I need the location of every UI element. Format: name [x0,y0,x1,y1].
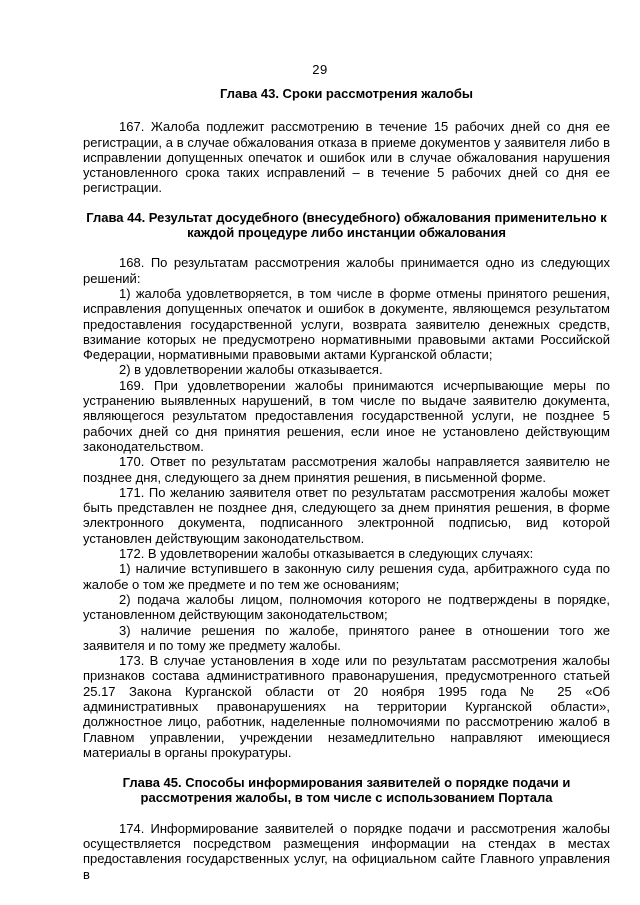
paragraph-172-item-3: 3) наличие решения по жалобе, принятого ранее в отношении того же заявителя и по тому же предмету жалобы. [83,622,610,653]
paragraph-171: 171. По желанию заявителя ответ по результатам рассмотрения жалобы может быть представлен не позднее дня, следующего за днем принятия решения, в форме электронного документа, подписанного электронной подписью, вид которой установлен действующим законодательством. [83,484,610,546]
paragraph-168-item-1: 1) жалоба удовлетворяется, в том числе в форме отмены принятого решения, исправления допущенных опечаток и ошибок в документе, являющемся результатом предоставления государственной услуги, возврата заявителю денежных средств, взимание которых не предусмотрено нормативными правовыми актами Российской Федерации, нормативными правовыми актами Курганской области; [83,285,610,363]
chapter-43-heading [83,86,610,101]
chapter-44-heading [83,210,610,241]
page-number: 29 [312,62,328,77]
spacer [83,760,610,775]
chapter-45-title-line-1: Глава 45. Способы информирования заявителей о порядке подачи и [122,775,571,791]
paragraph-174: 174. Информирование заявителей о порядке подачи и рассмотрения жалобы осуществляется посредством размещения информации на стендах в местах предоставления государственных услуг, на официальном сайте Главного управления в [83,820,610,882]
chapter-45-heading [83,775,610,806]
chapter-43-title: Глава 43. Сроки рассмотрения жалобы [220,86,473,101]
chapter-44-title-line-2: каждой процедуре либо инстанции обжалования [187,225,506,241]
paragraph-169: 169. При удовлетворении жалобы принимаются исчерпывающие меры по устранению выявленных нарушений, в том числе по выдаче заявителю документа, являющегося результатом предоставления государственной услуги, не позднее 5 рабочих дней со дня принятия решения, если иное не установлено действующим законодательством. [83,377,610,454]
paragraph-168-item-2: 2) в удовлетворении жалобы отказывается. [119,362,383,378]
paragraph-172-item-2: 2) подача жалобы лицом, полномочия которого не подтверждены в порядке, установленном действующим законодательством; [83,591,610,623]
spacer [83,240,610,255]
paragraph-172: 172. В удовлетворении жалобы отказывается в следующих случаях: [119,546,534,562]
paragraph-173: 173. В случае установления в ходе или по результатам рассмотрения жалобы признаков состава административного правонарушения, предусмотренного статьей 25.17 Закона Курганской области от 20 ноября 1995 года № 25 «Об административных правонарушениях на территории Курганской области», должностное лицо, работник, наделенные полномочиями по рассмотрению жалоб в Главном управлении, учреждении незамедлительно направляют имеющиеся материалы в органы прокуратуры. [83,653,610,760]
paragraph-172-item-1: 1) наличие вступившего в законную силу решения суда, арбитражного суда по жалобе о том же предмете и по тем же основаниям; [83,561,610,592]
paragraph-168: 168. По результатам рассмотрения жалобы принимается одно из следующих решений: [83,255,610,286]
spacer [83,196,610,210]
spacer [83,101,610,119]
paragraph-167: 167. Жалоба подлежит рассмотрению в течение 15 рабочих дней со дня ее регистрации, а в случае обжалования отказа в приеме документов у заявителя либо в исправлении допущенных опечаток и ошибок или в случае обжалования нарушения установленного срока таких исправлений – в течение 5 рабочих дней со дня ее регистрации. [83,119,610,196]
spacer [83,806,610,821]
chapter-44-title-line-1: Глава 44. Результат досудебного (внесудебного) обжалования применительно к [86,209,607,225]
paragraph-170: 170. Ответ по результатам рассмотрения жалобы направляется заявителю не позднее дня, следующего за днем принятия решения, в письменной форме. [83,454,610,485]
chapter-45-title-line-2: рассмотрения жалобы, в том числе с использованием Портала [140,790,553,806]
document-body [83,86,610,882]
